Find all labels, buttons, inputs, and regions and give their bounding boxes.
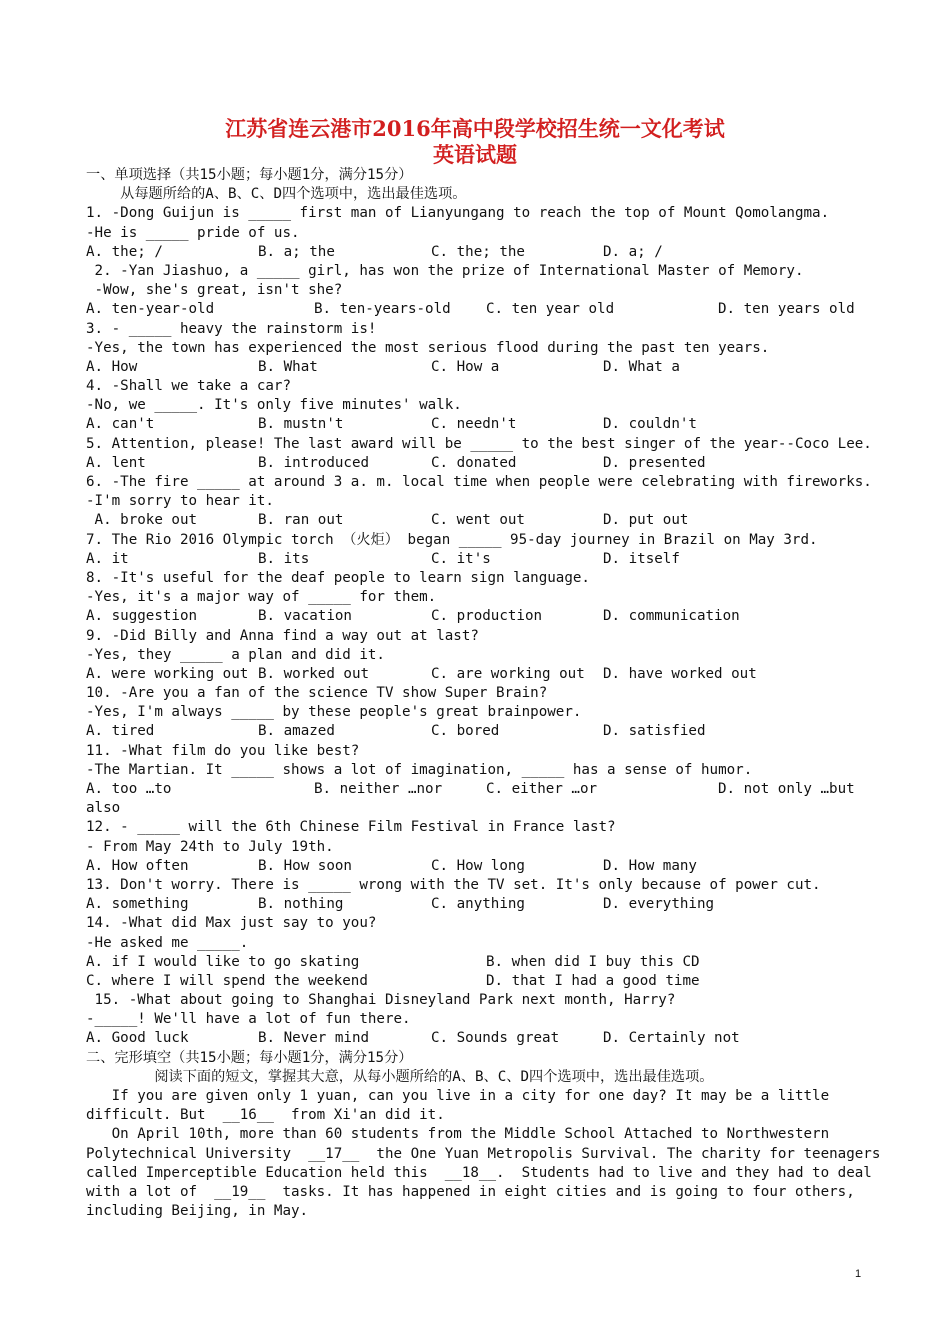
line-text: 15. -What about going to Shanghai Disneyland Park next month, Harry? [86,992,676,1009]
line-text: 14. -What did Max just say to you? [86,915,377,932]
option-row [86,722,866,741]
text-line [86,377,866,396]
option-row [86,358,866,377]
text-line [86,799,866,818]
line-text: -Wow, she's great, isn't she? [86,282,343,299]
option-text: D. have worked out [603,665,757,682]
line-text: including Beijing, in May. [86,1203,309,1220]
line-text: 阅读下面的短文，掌握其大意，从每小题所给的A、B、C、D四个选项中，选出最佳选项。 [86,1068,714,1085]
text-line [86,588,866,607]
option-text: D. What a [603,358,680,375]
option-text: D. everything [603,896,715,913]
text-line [86,876,866,895]
text-line [86,1068,866,1087]
option-text: A. ten-year-old [86,301,215,318]
option-text: A. can't [86,416,155,433]
line-text: 2. -Yan Jiashuo, a _____ girl, has won the prize of International Master of Memory. [86,262,804,279]
text-line [86,320,866,339]
line-text: called Imperceptible Education held this __18__. Students had to live and they had to deal [86,1164,872,1181]
option-text: A. were working out [86,665,249,682]
option-text: A. lent [86,454,146,471]
option-row [86,665,866,684]
option-text: B. its [258,550,310,567]
option-text: A. Good luck [86,1030,189,1047]
line-text: -_____! We'll have a lot of fun there. [86,1011,411,1028]
line-text: 8. -It's useful for the deaf people to learn sign language. [86,569,590,586]
option-text: D. a; / [603,243,663,260]
line-text: 7. The Rio 2016 Olympic torch （火炬） began _____ 95-day journey in Brazil on May 3rd. [86,531,818,548]
text-line [86,1183,866,1202]
option-text: C. How a [431,358,500,375]
line-text: -No, we _____. It's only five minutes' walk. [86,397,462,414]
text-line [86,224,866,243]
line-text: difficult. But __16__ from Xi'an did it. [86,1107,445,1124]
text-line [86,742,866,761]
option-text: C. bored [431,723,500,740]
line-text: 二、完形填空（共15小题；每小题1分，满分15分） [86,1049,413,1066]
option-text: C. the; the [431,243,525,260]
text-line [86,1106,866,1125]
text-line [86,914,866,933]
option-text: C. needn't [431,416,517,433]
text-line [86,838,866,857]
text-line [86,1164,872,1183]
option-text: B. mustn't [258,416,344,433]
text-line [86,166,866,185]
line-text: -Yes, the town has experienced the most serious flood during the past ten years. [86,339,770,356]
option-row [86,895,866,914]
line-text: On April 10th, more than 60 students from the Middle School Attached to Northwestern [86,1126,830,1143]
option-text: B. ten-years-old [314,301,451,318]
option-text: D. couldn't [603,416,697,433]
option-text: A. the; / [86,243,163,260]
line-text: -The Martian. It _____ shows a lot of imagination, _____ has a sense of humor. [86,761,753,778]
option-text: B. introduced [258,454,370,471]
text-line [86,818,866,837]
line-text: 5. Attention, please! The last award will be _____ to the best singer of the year--Coco Lee. [86,435,872,452]
line-text: 10. -Are you a fan of the science TV show Super Brain? [86,685,548,702]
text-line [86,1049,866,1068]
option-text: D. communication [603,608,740,625]
text-line [86,185,866,204]
line-text: 一、单项选择（共15小题；每小题1分，满分15分） [86,167,413,183]
option-text: A. it [86,550,129,567]
option-text: B. vacation [258,608,352,625]
option-row [86,243,866,262]
text-line [86,646,866,665]
text-line [86,435,872,454]
line-text: 1. -Dong Guijun is _____ first man of Lianyungang to reach the top of Mount Qomolangma. [86,205,830,222]
option-text: D. not only …but [718,781,855,797]
option-text: C. Sounds great [431,1030,560,1047]
option-text: C. where I will spend the weekend [86,972,368,989]
text-line [86,1202,866,1221]
text-line [86,569,866,588]
line-text: -He asked me _____. [86,934,249,951]
text-line [86,204,866,223]
option-row [86,780,866,799]
option-text: B. amazed [258,723,335,740]
option-row [86,415,866,434]
text-line [86,1010,866,1029]
option-row [86,953,866,972]
option-text: B. nothing [258,896,344,913]
option-text: B. Never mind [258,1030,370,1047]
line-text: 12. - _____ will the 6th Chinese Film Festival in France last? [86,819,616,836]
line-text: 13. Don't worry. There is _____ wrong with the TV set. It's only because of power cut. [86,876,821,893]
text-line [86,1145,881,1164]
line-text: -Yes, it's a major way of _____ for them. [86,589,437,606]
text-line [86,281,866,300]
option-row [86,511,866,530]
option-row [86,550,866,569]
option-text: A. How [86,358,138,375]
option-text: B. when did I buy this CD [486,953,700,970]
option-text: B. a; the [258,243,335,260]
option-text: C. are working out [431,665,585,682]
option-text: D. put out [603,512,689,529]
line-text: 11. -What film do you like best? [86,742,360,759]
text-line [86,684,866,703]
option-text: C. ten year old [486,301,615,318]
option-text: C. either …or [486,781,598,797]
text-line [86,396,866,415]
option-text: B. neither …nor [314,781,443,797]
option-text: A. if I would like to go skating [86,953,360,970]
line-text: Polytechnical University __17__ the One Yuan Metropolis Survival. The charity for teenagers [86,1145,881,1162]
text-line [86,703,866,722]
option-text: A. broke out [86,512,198,529]
text-line [86,473,872,492]
option-text: D. presented [603,454,706,471]
line-text: 从每题所给的A、B、C、D四个选项中，选出最佳选项。 [86,186,467,203]
line-text: -He is _____ pride of us. [86,224,300,241]
text-line [86,492,866,511]
option-text: B. What [258,358,318,375]
option-row [86,972,866,991]
option-text: B. ran out [258,512,344,529]
option-text: B. worked out [258,665,370,682]
option-text: D. itself [603,550,680,567]
page-number: 1 [855,1268,862,1280]
text-line [86,1125,866,1144]
text-line [86,934,866,953]
text-line [86,1087,866,1106]
text-line [86,339,866,358]
option-text: D. Certainly not [603,1030,740,1047]
option-row [86,857,866,876]
text-line [86,991,866,1010]
option-text: C. it's [431,550,491,567]
line-text: -I'm sorry to hear it. [86,493,274,510]
option-text: C. anything [431,896,525,913]
option-text: D. ten years old [718,301,855,318]
option-row [86,300,866,319]
option-text: D. that I had a good time [486,972,700,989]
option-text: A. suggestion [86,608,198,625]
option-text: C. donated [431,454,517,471]
text-line [86,627,866,646]
text-line [86,761,866,780]
option-row [86,454,866,473]
option-text: A. something [86,896,189,913]
line-text: -Yes, they _____ a plan and did it. [86,646,385,663]
option-text: A. How often [86,857,189,874]
option-row [86,607,866,626]
exam-subtitle: 英语试题 [433,142,517,167]
line-text: with a lot of __19__ tasks. It has happened in eight cities and is going to four others, [86,1183,855,1200]
option-text: C. How long [431,857,525,874]
text-line [86,262,866,281]
exam-title: 江苏省连云港市2016年高中段学校招生统一文化考试 [225,116,725,141]
line-text: also [86,800,121,817]
line-text: 3. - _____ heavy the rainstorm is! [86,320,377,337]
line-text: 4. -Shall we take a car? [86,378,291,395]
option-text: B. How soon [258,857,352,874]
option-text: D. How many [603,857,697,874]
option-text: C. went out [431,512,525,529]
option-row [86,1029,866,1048]
line-text: -Yes, I'm always _____ by these people's great brainpower. [86,704,582,721]
option-text: C. production [431,608,543,625]
line-text: 6. -The fire _____ at around 3 a. m. local time when people were celebrating with fireworks. [86,474,872,490]
text-line [86,531,866,550]
line-text: 9. -Did Billy and Anna find a way out at last? [86,627,479,644]
line-text: - From May 24th to July 19th. [86,838,334,855]
option-text: D. satisfied [603,723,706,740]
option-text: A. tired [86,723,155,740]
line-text: If you are given only 1 yuan, can you live in a city for one day? It may be a little [86,1088,830,1104]
option-text: A. too …to [86,781,172,797]
exam-content [86,166,881,1221]
